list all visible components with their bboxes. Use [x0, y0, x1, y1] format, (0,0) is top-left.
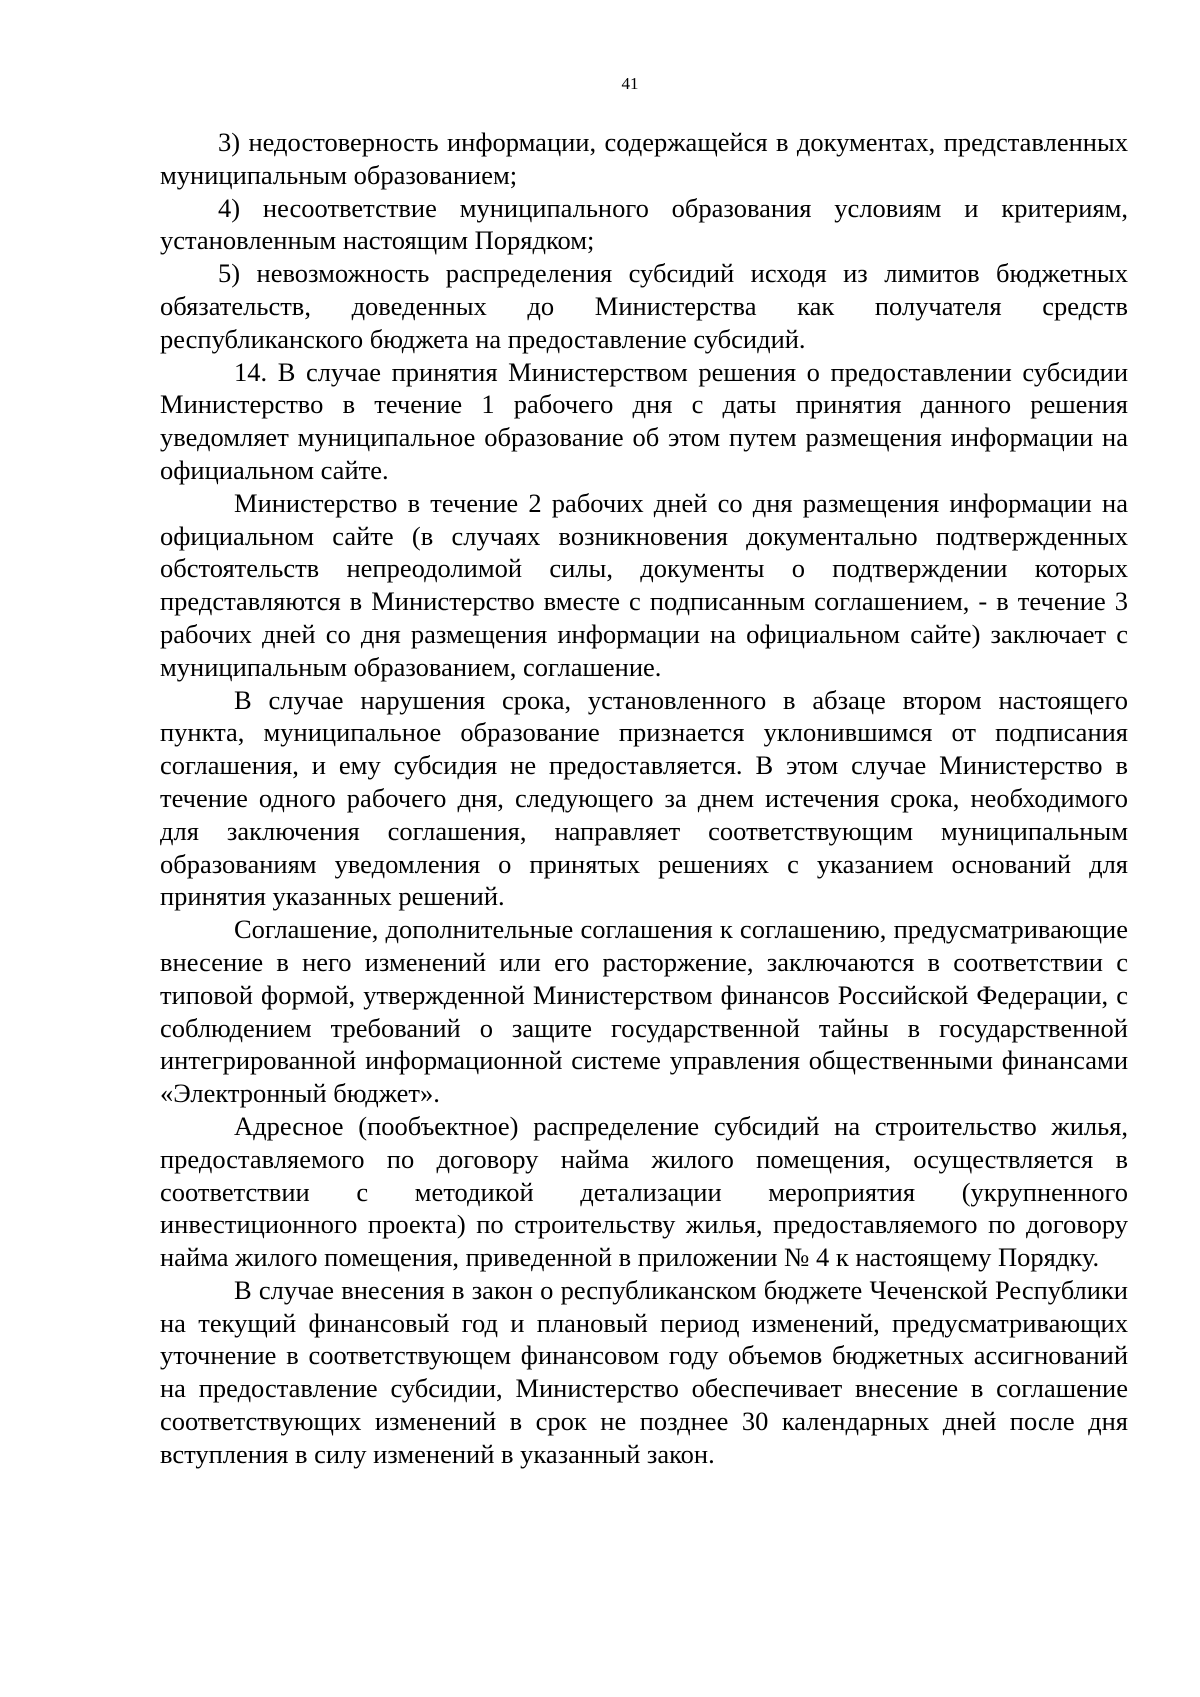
- paragraph-clause-14: 14. В случае принятия Министерством решения о предоставлении субсидии Министерство в течение 1 рабочего дня с даты принятия данного решения уведомляет муниципальное образование об этом путем размещения информации на официальном сайте.: [160, 356, 1128, 485]
- paragraph-item-4: 4) несоответствие муниципального образования условиям и критериям, установленным настоящим Порядком;: [160, 192, 1128, 256]
- paragraph-item-3: 3) недостоверность информации, содержащейся в документах, представленных муниципальным образованием;: [160, 127, 1128, 190]
- paragraph-agreement-conclusion: Министерство в течение 2 рабочих дней со дня размещения информации на официальном сайте (в случаях возникновения документально подтвержденных обстоятельств непреодолимой силы, документы о подтверждении которых представляются в Министерство вместе с подписанным соглашением, - в течение 3 рабочих дней со дня размещения информации на официальном сайте) заключает с муниципальным образованием, соглашение.: [160, 487, 1128, 682]
- page-number: 41: [621, 74, 639, 93]
- paragraph-item-5: 5) невозможность распределения субсидий исходя из лимитов бюджетных обязательств, доведенных до Министерства как получателя средств республиканского бюджета на предоставление субсидий.: [160, 258, 1128, 354]
- paragraph-budget-amendment: В случае внесения в закон о республиканском бюджете Чеченской Республики на текущий финансовый год и плановый период изменений, предусматривающих уточнение в соответствующем финансовом году объемов бюджетных ассигнований на предоставление субсидии, Министерство обеспечивает внесение в соглашение соответствующих изменений в срок не позднее 30 календарных дней после дня вступления в силу изменений в указанный закон.: [160, 1274, 1128, 1469]
- document-body: [160, 126, 1128, 1471]
- paragraph-agreement-form: Соглашение, дополнительные соглашения к соглашению, предусматривающие внесение в него изменений или его расторжение, заключаются в соответствии с типовой формой, утвержденной Министерством финансов Российской Федерации, с соблюдением требований о защите государственной тайны в государственной интегрированной информационной системе управления общественными финансами «Электронный бюджет».: [160, 914, 1128, 1109]
- paragraph-address-distribution: Адресное (пообъектное) распределение субсидий на строительство жилья, предоставляемого по договору найма жилого помещения, осуществляется в соответствии с методикой детализации мероприятия (укрупненного инвестиционного проекта) по строительству жилья, предоставляемого по договору найма жилого помещения, приведенной в приложении № 4 к настоящему Порядку.: [160, 1110, 1128, 1273]
- paragraph-deadline-violation: В случае нарушения срока, установленного в абзаце втором настоящего пункта, муниципальное образование признается уклонившимся от подписания соглашения, и ему субсидия не предоставляется. В этом случае Министерство в течение одного рабочего дня, следующего за днем истечения срока, необходимого для заключения соглашения, направляет соответствующим муниципальным образованиям уведомления о принятых решениях с указанием оснований для принятия указанных решений.: [160, 684, 1128, 912]
